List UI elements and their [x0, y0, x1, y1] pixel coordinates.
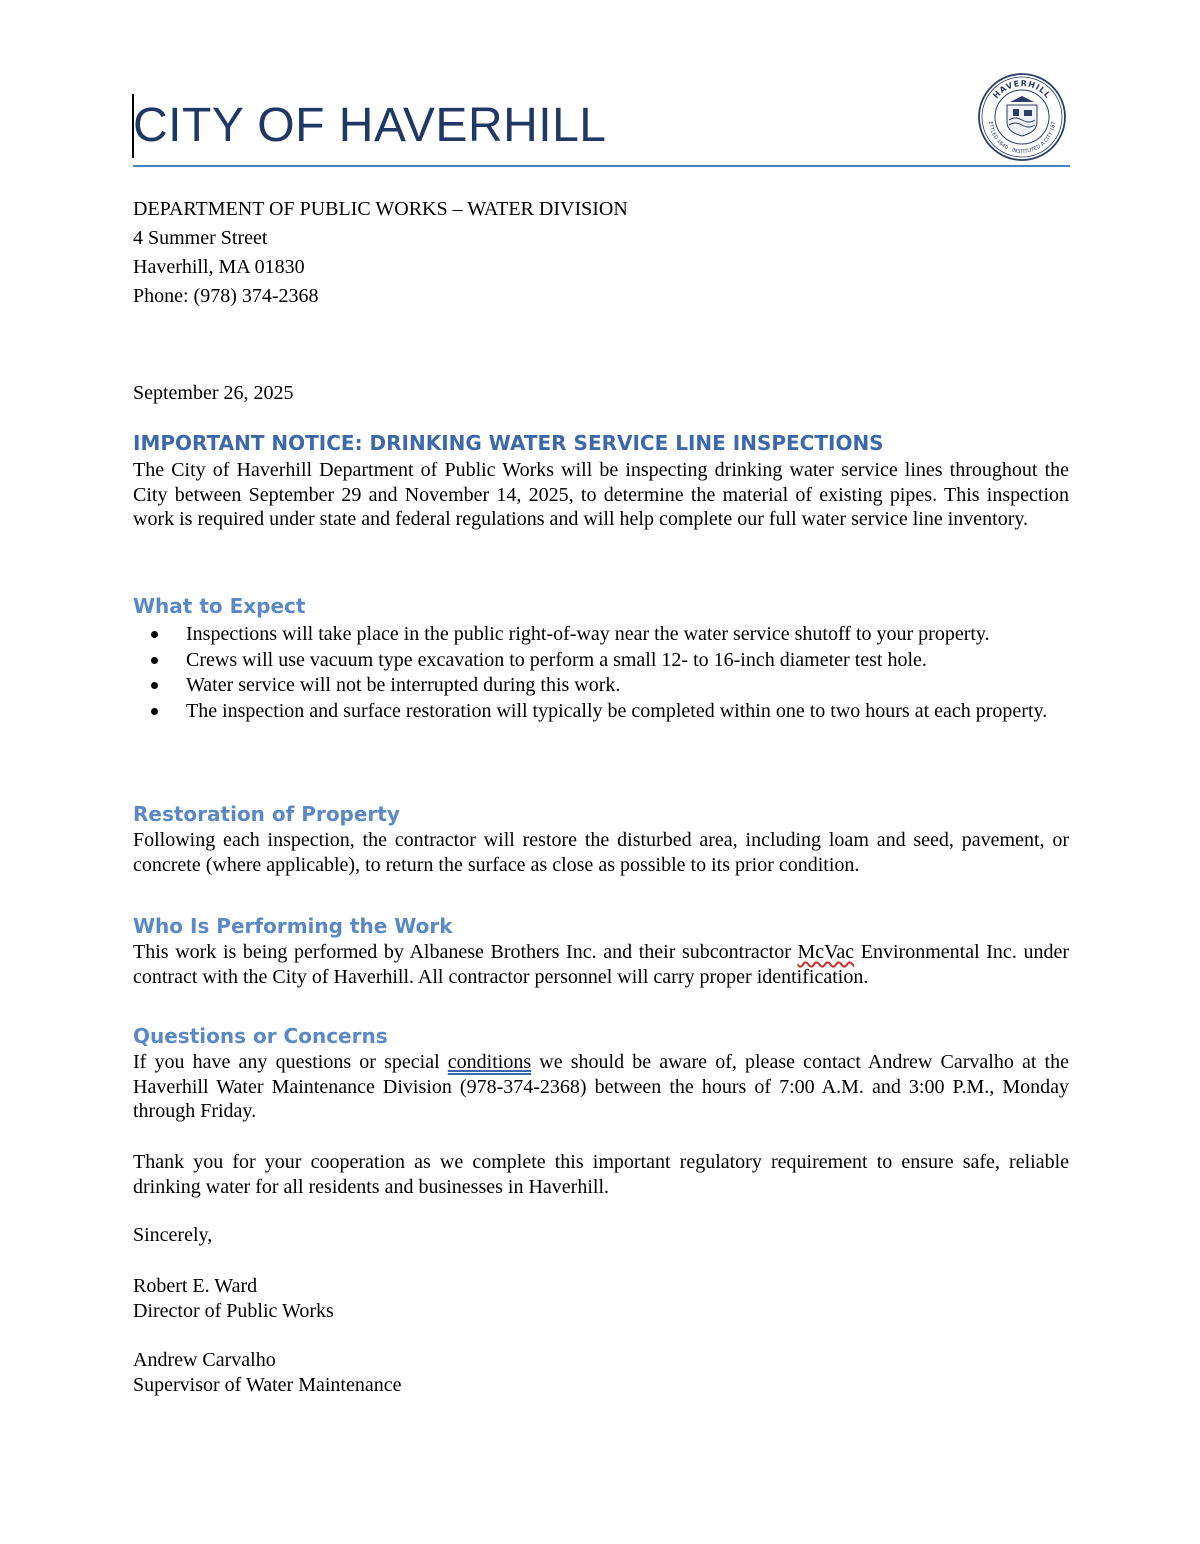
list-item: Inspections will take place in the public right-of-way near the water service shutoff to your property. — [133, 622, 1069, 648]
signatory-name: Robert E. Ward — [133, 1275, 258, 1297]
performer-heading: Who Is Performing the Work — [133, 914, 453, 938]
phone-number: Phone: (978) 374-2368 — [133, 285, 319, 307]
letter-date: September 26, 2025 — [133, 382, 294, 404]
restoration-paragraph: Following each inspection, the contractor will restore the disturbed area, including loam and seed, pavement, or concrete (where applicable), to return the surface as close as possible to its prior condition. — [133, 829, 1069, 876]
svg-text:HAVERHILL: HAVERHILL — [991, 78, 1053, 101]
signatory-title: Supervisor of Water Maintenance — [133, 1373, 402, 1396]
list-item: Crews will use vacuum type excavation to perform a small 12- to 16-inch diameter test hole. — [133, 648, 1069, 674]
performer-paragraph: This work is being performed by Albanese Brothers Inc. and their subcontractor McVac Environmental Inc. under contract with the City of Haverhill. All contractor personnel will carry proper identification. — [133, 941, 1069, 988]
page-title: CITY OF HAVERHILL — [133, 99, 607, 152]
grammar-flagged-word[interactable]: conditions — [447, 1051, 532, 1073]
list-item: Water service will not be interrupted during this work. — [133, 673, 1069, 699]
svg-text:SETTLED 1640 · INSTITUTED A CI: ETTLED 1640 · INSTITUTED A CITY 187 — [987, 121, 1057, 156]
street-address: 4 Summer Street — [133, 227, 268, 249]
signatory-title: Director of Public Works — [133, 1299, 334, 1322]
city-seal-logo — [977, 72, 1067, 162]
list-item: The inspection and surface restoration will typically be completed within one to two hours at each property. — [133, 699, 1069, 725]
bullet-icon — [151, 682, 158, 689]
title-underline-rule — [133, 165, 1070, 167]
expect-heading: What to Expect — [133, 594, 306, 618]
department-name: DEPARTMENT OF PUBLIC WORKS – WATER DIVISION — [133, 198, 628, 220]
bullet-icon — [151, 708, 158, 715]
bullet-icon — [151, 657, 158, 664]
questions-paragraph: If you have any questions or special conditions we should be aware of, please contact Andrew Carvalho at the Haverhill Water Maintenance Division (978-374-2368) between the hours of 7:00 A.M. and 3:00 P.M., Monday through Friday. — [133, 1051, 1069, 1123]
city-state-zip: Haverhill, MA 01830 — [133, 256, 305, 278]
spellcheck-flagged-word[interactable]: McVac — [797, 941, 855, 963]
notice-heading: IMPORTANT NOTICE: DRINKING WATER SERVICE LINE INSPECTIONS — [133, 431, 884, 455]
closing-paragraph: Thank you for your cooperation as we complete this important regulatory requirement to ensure safe, reliable drinking water for all residents and businesses in Haverhill. — [133, 1151, 1069, 1198]
salutation: Sincerely, — [133, 1224, 213, 1246]
signatory-block — [133, 1274, 1069, 1323]
notice-paragraph: The City of Haverhill Department of Public Works will be inspecting drinking water service lines throughout the City between September 29 and November 14, 2025, to determine the material of existing pipes. This inspection work is required under state and federal regulations and will help complete our full water service line inventory. — [133, 459, 1069, 531]
signatory-name: Andrew Carvalho — [133, 1349, 276, 1371]
sender-address — [133, 195, 1069, 311]
bullet-icon — [151, 631, 158, 638]
questions-heading: Questions or Concerns — [133, 1024, 388, 1048]
expect-list — [133, 622, 1069, 724]
restoration-heading: Restoration of Property — [133, 802, 400, 826]
signatory-block — [133, 1348, 1069, 1397]
